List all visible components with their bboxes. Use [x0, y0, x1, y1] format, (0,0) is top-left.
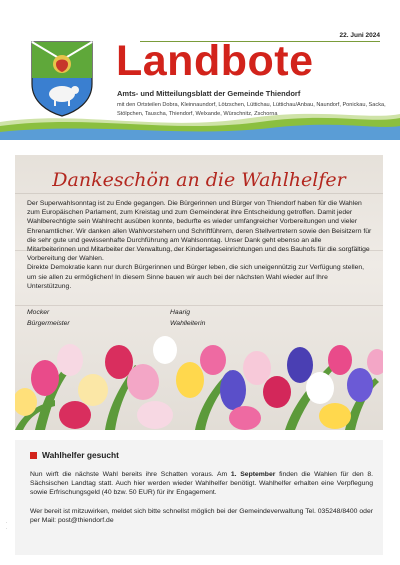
volunteers-paragraph-1 — [30, 470, 373, 498]
signature-name: Haarig — [170, 309, 191, 316]
masthead — [0, 0, 400, 135]
wood-plank-line — [15, 305, 383, 306]
text-span: finden die Wahlen für den 8. Sächsischen Landtag statt. Auch hier werden wieder Wahlhelfer benötigt. Wahlhelfer erhalten eine Verpflegung sowie Erfrischungsgeld (40 bzw. 50 EUR) für ihr Engagement. — [30, 471, 374, 497]
election-date: 1. September — [230, 471, 276, 478]
publication-title: Landbote — [116, 37, 314, 85]
red-square-icon — [30, 452, 37, 459]
coat-of-arms-icon — [30, 40, 94, 118]
thanks-paragraph-1: Der Superwahlsonntag ist zu Ende gegangen. Die Bürgerinnen und Bürger von Thiendorf haben für die Wahlen zum Europäischen Parlament, zum Kreistag und zum Gemeinderat ihre Entscheidung getroffen. Damit jeder Wahlberechtigte sein Wahlrecht ausüben konnte, bedurfte es wieder umfangreicher Vorbereitungen und vieler Ehrenamtlicher. Wir danken allen Wahlvorstehern und Schriftführern, deren Stellvertretern sowie den Beisitzern für die sehr gute und gewissenhafte Durchführung am Wahlsonntag. Unser Dank geht ebenso an alle Mitarbeiterinnen und Mitarbeiter der Verwaltung, der Kindertageseinrichtungen und des Bauhofs für die sorgfältige Vorbereitung der Wahlen. — [27, 200, 372, 263]
volunteers-paragraph-2: Wer bereit ist mitzuwirken, meldet sich bitte schnellst möglich bei der Gemeindeverwaltung Tel. 035248/8400 oder per Mail: post@thiendorf.de — [30, 507, 373, 524]
wood-plank-line — [15, 193, 383, 194]
thanks-paragraph-2: Direkte Demokratie kann nur durch Bürgerinnen und Bürger leben, die sich uneigennützig zur Verfügung stellen, um sie allen zu ermöglichen! In diesem Sinne bauen wir auch bei der nächsten Wahl wieder auf Ihre Unterstützung. — [27, 264, 365, 290]
localities-list: mit den Ortsteilen Dobra, Kleinnaundorf, Lötzschen, Lüttichau, Lüttichau/Anbau, Naundorf, Ponickau, Sacka, Stölpchen, Tauscha, Thiendorf, Welxande, Würschnitz, Zschorna — [117, 102, 386, 117]
print-marks: · · — [6, 520, 8, 531]
publication-subtitle: Amts- und Mitteilungsblatt der Gemeinde Thiendorf — [117, 89, 301, 98]
signature-role: Bürgermeister — [27, 320, 70, 327]
thanks-body — [27, 199, 372, 291]
volunteers-article — [15, 440, 383, 555]
volunteers-heading-text: Wahlhelfer gesucht — [42, 450, 119, 460]
thanks-article-panel — [15, 155, 383, 430]
tulip-flowers-image — [15, 320, 383, 430]
signature-role: Wahlleiterin — [170, 320, 206, 327]
volunteers-heading — [30, 450, 119, 460]
signature-name: Mocker — [27, 309, 50, 316]
volunteers-body — [30, 470, 373, 534]
thanks-heading: Dankeschön an die Wahlhelfer — [52, 169, 346, 191]
text-span: Nun wirft die nächste Wahl bereits ihre Schatten voraus. Am — [30, 471, 231, 478]
issue-date: 22. Juni 2024 — [339, 32, 380, 39]
